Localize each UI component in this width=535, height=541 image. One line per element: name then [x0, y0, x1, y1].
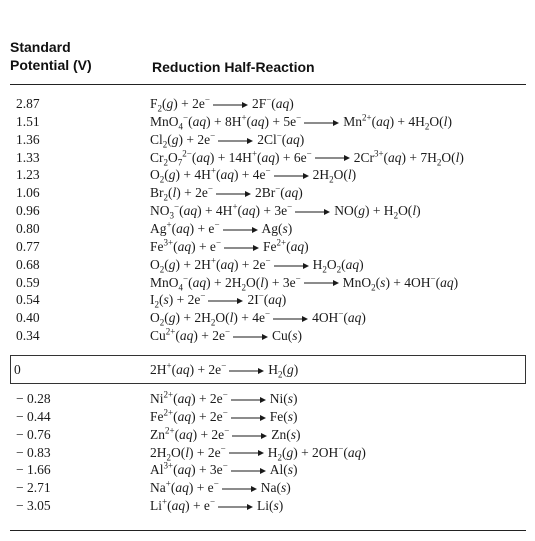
table-row — [0, 461, 535, 478]
reaction-arrow-icon — [222, 485, 258, 493]
half-reaction — [150, 149, 464, 166]
reaction-arrow-icon — [216, 190, 252, 198]
standard-potential-value: 1.06 — [16, 185, 40, 201]
table-row — [0, 361, 535, 378]
standard-potential-value: − 0.28 — [16, 391, 51, 406]
reaction-arrow-icon — [231, 414, 267, 422]
products: Ni(s) — [269, 391, 298, 406]
reactants: $O_2(g) + 4H^+(aq) + 4e^-$ — [150, 165, 271, 186]
reactants: $Fe^{3+}(aq) + e^-$ — [150, 237, 222, 254]
table-row — [0, 131, 535, 148]
reactants: 2H+(aq) + 2e− — [150, 360, 227, 377]
standard-potential-value: 0.80 — [16, 220, 40, 236]
standard-potential-value: 0.34 — [16, 328, 40, 344]
reaction-arrow-icon — [213, 101, 249, 109]
potential-header-line2: Potential (V) — [10, 57, 92, 73]
standard-potential-value: 1.33 — [16, 149, 40, 165]
reactants: $Cu^{2+}(aq) + 2e^-$ — [150, 326, 231, 344]
reaction-arrow-icon — [304, 279, 340, 287]
standard-potential-value: − 0.44 — [16, 408, 51, 424]
products: 2I−(aq) — [247, 290, 287, 308]
half-reaction — [150, 479, 291, 496]
standard-potential-value: 0 — [14, 362, 21, 377]
reactants: $Fe^{2+}(aq) + 2e^-$ — [150, 407, 228, 424]
reactants: Li+(aq) + e− — [150, 496, 216, 514]
reactants: $O_2(g) + 2H_2O(l) + 4e^-$ — [150, 308, 271, 328]
half-reaction — [150, 408, 298, 425]
products: $2H_2O(l)$ — [312, 167, 357, 186]
reactants: $O_2(g) + 2H^+(aq) + 2e^-$ — [150, 255, 271, 275]
products: Zn(s) — [271, 426, 301, 442]
reaction-arrow-icon — [233, 333, 269, 341]
products: 4OH−(aq) — [312, 308, 366, 326]
table-row — [0, 327, 535, 344]
reactants: $2H_2O(l) + 2e^-$ — [150, 443, 226, 463]
products: Cu(s) — [272, 328, 303, 344]
reactants: $Cl_2(g) + 2e^-$ — [150, 130, 216, 150]
standard-potential-value: − 1.66 — [16, 462, 51, 478]
reactants: $MnO_4^-(aq) + 2H_2O(l) + 3e^-$ — [150, 273, 301, 293]
products: 2F−(aq) — [251, 94, 294, 111]
standard-potential-value: 0.59 — [16, 274, 40, 290]
standard-potential-value: − 0.83 — [16, 444, 51, 460]
standard-potential-value: 0.77 — [16, 238, 40, 254]
reactants: $Ni^{2+}(aq) + 2e^-$ — [150, 389, 228, 406]
half-reaction — [150, 220, 292, 237]
header-rule — [10, 84, 526, 85]
half-reaction — [150, 95, 294, 112]
reactants: $I_2(s) + 2e^-$ — [150, 290, 206, 311]
half-reaction — [150, 497, 283, 514]
reaction-arrow-icon — [224, 244, 260, 252]
reaction-arrow-icon — [274, 172, 310, 180]
half-reaction — [150, 238, 309, 255]
table-row — [0, 149, 535, 166]
reactants: $F_2(g) + 2e^-$ — [150, 94, 210, 114]
reactants: $Zn^{2+}(aq) + 2e^-$ — [150, 425, 230, 442]
products: MnO$_2$(s) + 4OH−(aq) — [342, 273, 459, 293]
products: 2Br−(aq) — [254, 183, 303, 201]
standard-potential-value: 0.54 — [16, 292, 40, 308]
reactants: Na+(aq) + e− — [150, 478, 219, 496]
half-reaction — [150, 113, 452, 130]
reactants: $Cr_2O_7^{2-}(aq) + 14H^+(aq) + 6e^-$ — [150, 148, 312, 168]
standard-potential-value: 1.36 — [16, 131, 40, 147]
table-row — [0, 202, 535, 219]
products: $Mn^{2+}(aq) + 4H_2O(l)$ — [343, 112, 452, 132]
products: Ag(s) — [261, 220, 293, 236]
table-row — [0, 309, 535, 326]
reaction-arrow-icon — [273, 315, 309, 323]
half-reaction — [150, 327, 302, 344]
reaction-arrow-icon — [315, 154, 351, 162]
reaction-arrow-icon — [231, 467, 267, 475]
products: Li(s) — [257, 498, 284, 514]
standard-potential-value: 1.51 — [16, 113, 40, 129]
half-reaction — [150, 426, 301, 443]
half-reaction — [150, 165, 357, 186]
table-row — [0, 256, 535, 273]
table-row — [0, 290, 535, 311]
table-row — [0, 408, 535, 425]
products: $H_2(g)$ — [268, 362, 299, 380]
standard-potential-value: 0.96 — [16, 203, 40, 219]
half-reaction — [150, 361, 298, 378]
reaction-arrow-icon — [218, 503, 254, 511]
table-row — [0, 274, 535, 291]
standard-potential-value: 2.87 — [16, 96, 40, 111]
reactants: $NO_3^-(aq) + 4H^+(aq) + 3e^-$ — [150, 201, 293, 221]
reaction-arrow-icon — [229, 449, 265, 457]
table-row — [0, 426, 535, 443]
reaction-arrow-icon — [232, 432, 268, 440]
half-reaction — [150, 274, 458, 291]
reactants: $Br_2(l) + 2e^-$ — [150, 183, 213, 203]
reactants: $Al^{3+}(aq) + 3e^-$ — [150, 460, 228, 478]
products: Na(s) — [260, 480, 291, 496]
half-reaction — [150, 461, 298, 478]
table-row — [0, 113, 535, 130]
reactants: MnO$_4$−(aq) + 8H+(aq) + 5e− — [150, 112, 302, 132]
products: $Fe^{2+}(aq)$ — [263, 237, 309, 254]
products: $NO(g) + H_2O(l)$ — [334, 203, 421, 221]
reaction-arrow-icon — [304, 119, 340, 127]
products: $2Cr^{3+}(aq) + 7H_2O(l)$ — [353, 148, 464, 168]
reaction-arrow-icon — [229, 367, 265, 375]
products: Fe(s) — [269, 408, 298, 424]
reaction-arrow-icon — [295, 208, 331, 216]
potential-header-line1: Standard — [10, 39, 71, 55]
table-row — [0, 444, 535, 461]
table-row — [0, 238, 535, 255]
half-reaction — [150, 256, 364, 273]
potential-column-header — [10, 38, 92, 74]
half-reaction — [150, 390, 298, 407]
products: $H_2O_2(aq)$ — [312, 256, 364, 275]
reaction-column-header: Reduction Half-Reaction — [152, 59, 315, 75]
products: 2Cl−(aq) — [257, 130, 305, 147]
table-row — [0, 95, 535, 112]
products: $H_2(g) + 2OH^-(aq)$ — [267, 443, 366, 463]
half-reaction — [150, 202, 421, 219]
standard-potential-value: 0.40 — [16, 310, 40, 326]
bottom-rule — [10, 530, 526, 531]
table-row — [0, 497, 535, 514]
table-row — [0, 479, 535, 496]
reaction-arrow-icon — [274, 262, 310, 270]
table-row — [0, 390, 535, 407]
table-row — [0, 220, 535, 237]
reaction-arrow-icon — [223, 226, 259, 234]
half-reaction — [150, 290, 287, 311]
standard-potential-value: − 2.71 — [16, 480, 51, 496]
reactants: Ag+(aq) + e− — [150, 219, 220, 236]
half-reaction — [150, 444, 366, 461]
products: Al(s) — [269, 462, 298, 478]
standard-potential-value: 1.23 — [16, 167, 40, 183]
reaction-arrow-icon — [218, 137, 254, 145]
half-reaction — [150, 184, 303, 201]
table-row — [0, 165, 535, 186]
half-reaction — [150, 131, 304, 148]
standard-potential-value: − 3.05 — [16, 498, 51, 514]
standard-potential-value: 0.68 — [16, 256, 40, 272]
reaction-arrow-icon — [208, 297, 244, 305]
reaction-arrow-icon — [231, 396, 267, 404]
table-row — [0, 184, 535, 201]
standard-potential-value: − 0.76 — [16, 426, 51, 442]
half-reaction — [150, 309, 366, 326]
